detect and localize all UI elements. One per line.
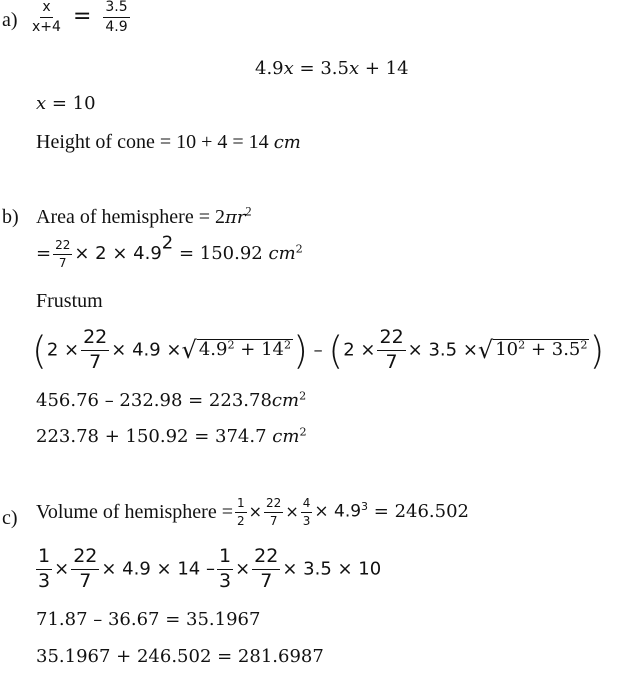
cone-volume-expression [34,547,381,592]
fraction-numerator: 3.5 [103,0,129,18]
part-a-label: a) [2,9,18,31]
fraction-numerator: 22 [252,547,280,570]
part-a-proportion [30,0,132,34]
close-paren: ) [589,328,605,373]
part-b-area-calc [36,232,303,270]
close-paren: ) [293,328,308,373]
open-paren: ( [32,328,47,373]
exponent: 2 [518,338,526,352]
fraction-numerator: 4 [301,497,313,513]
fraction-22-over-7 [377,328,405,373]
fraction-x-over-x-plus-4 [32,0,61,34]
radicand [493,339,589,359]
times-sign: × [248,502,263,522]
fraction-numerator: 22 [264,497,283,513]
radical-sign: √ [477,336,494,365]
fraction-1-over-2 [235,497,247,527]
cone-expression-tail: × 3.5 × 10 [282,558,382,580]
minus-sign: – [307,339,329,361]
fraction-numerator: 22 [377,328,405,351]
fraction-denominator: 7 [385,350,398,373]
equals-sign: = [36,243,52,265]
times-sign: × [235,558,251,580]
fraction-numerator: 22 [81,328,109,351]
area-formula-text: Area of hemisphere = 2 [36,206,225,228]
fraction-numerator: 22 [53,239,72,255]
term-times-radius: × 3.5 × [407,339,478,361]
volume-difference: 71.87 – 36.67 = 35.1967 [36,609,261,630]
unit-cm: cm [271,390,300,411]
fraction-denominator: 3 [302,513,311,528]
radicand-base: 4.9 [198,339,228,361]
variable-x: x [348,58,360,79]
fraction-denominator: 7 [79,569,92,592]
unit-cm: cm [273,132,301,153]
fraction-denominator: 2 [236,513,245,528]
part-c-label: c) [2,507,18,529]
part-b-area-formula [36,204,252,228]
fraction-22-over-7 [71,547,99,592]
calc-result: = 150.92 [173,243,269,265]
square-root [477,336,590,365]
coefficient: 4.9 [255,58,284,79]
term-2-times: 2 × [46,339,80,361]
times-sign: × [54,558,70,580]
term-2-times: 2 × [343,339,376,361]
fraction-3-5-over-4-9 [103,0,129,34]
fraction-numerator: 22 [71,547,99,570]
unit-exponent: 2 [295,242,303,256]
frustum-label: Frustum [36,290,103,312]
fraction-4-over-3 [301,497,313,527]
radicand-base: 10 [495,339,519,361]
frustum-expression [32,328,604,373]
radicand-addend: + 3.5 [525,339,581,361]
difference-text: 456.76 – 232.98 = 223.78 [36,390,272,411]
volume-result: = 246.502 [368,501,470,523]
fraction-denominator: 7 [269,513,278,528]
fraction-1-over-3 [217,547,233,592]
calc-middle: × 2 × 4.9 [74,243,162,265]
radicand [197,339,293,359]
exponent: 2 [580,338,588,352]
frustum-difference [36,389,307,411]
radicand-addend: + 14 [234,339,284,361]
equation-middle: = 3.5 [293,58,349,79]
volume-middle: × 4.9 [314,501,362,522]
radical-sign: √ [181,336,197,365]
fraction-22-over-7 [252,547,280,592]
volume-text: Volume of hemisphere = [36,501,233,524]
fraction-1-over-3 [36,547,52,592]
part-a-solution-x [36,95,96,113]
exponent: 2 [284,338,292,352]
total-volume: 35.1967 + 246.502 = 281.6987 [36,646,324,667]
fraction-numerator: x [40,0,52,18]
total-surface-area [36,425,307,447]
exponent: 2 [227,338,235,352]
unit-exponent: 2 [299,389,307,403]
fraction-numerator: 1 [235,497,247,513]
fraction-denominator: 7 [260,569,273,592]
fraction-22-over-7 [264,497,283,527]
open-paren: ( [328,328,344,373]
equals-sign: = [72,4,92,30]
sum-text: 223.78 + 150.92 = 374.7 [36,426,273,447]
term-times-radius: × 4.9 × [111,339,182,361]
square-root [181,336,294,365]
solution-value: = 10 [46,93,96,114]
fraction-denominator: 3 [38,569,51,592]
unit-cm: cm [268,243,296,265]
part-a-equation-2 [255,60,409,78]
fraction-denominator: x+4 [32,18,61,35]
exponent: 3 [361,500,369,514]
part-a-cone-height [36,132,301,152]
unit-exponent: 2 [299,425,307,439]
variable-x: x [36,93,47,114]
fraction-numerator: 1 [217,547,233,570]
fraction-22-over-7 [53,239,72,269]
fraction-denominator: 7 [89,350,102,373]
fraction-denominator: 7 [58,255,67,270]
exponent: 2 [161,232,174,254]
fraction-numerator: 1 [36,547,52,570]
unit-cm: cm [272,426,300,447]
part-c-volume-hemisphere [36,497,469,527]
fraction-22-over-7 [81,328,109,373]
pi-r: πr [224,207,246,228]
part-b-label: b) [2,206,19,228]
fraction-denominator: 4.9 [105,18,128,35]
variable-x: x [283,58,294,79]
fraction-denominator: 3 [218,569,232,592]
times-sign: × [285,502,299,522]
cone-expression-middle: × 4.9 × 14 – [101,558,215,580]
exponent: 2 [245,204,252,219]
equation-tail: + 14 [359,58,409,79]
cone-height-text: Height of cone = 10 + 4 = 14 [36,131,274,153]
